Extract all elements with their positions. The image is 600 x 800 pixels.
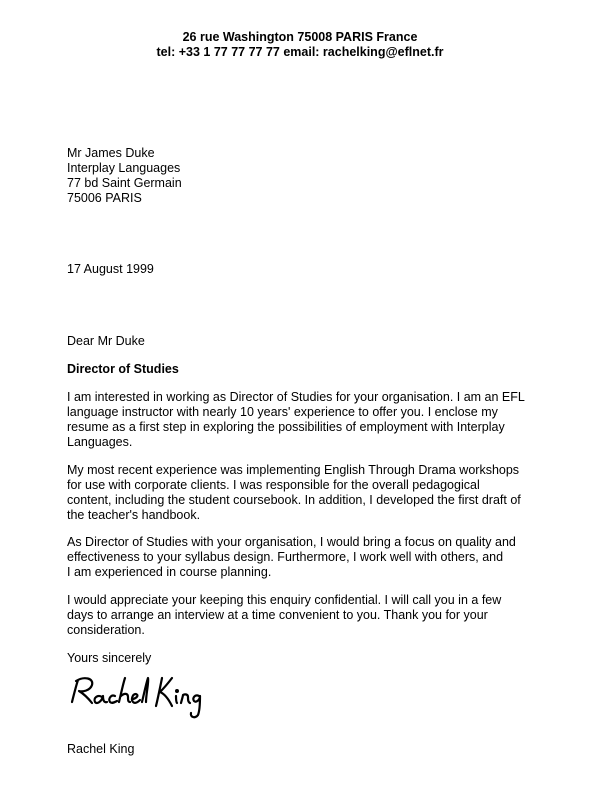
paragraph-line: I am interested in working as Director of Studies for your organisation. I am an EFL [67,390,525,404]
paragraph-line: content, including the student coursebook. In addition, I developed the first draft of [67,493,521,507]
subject-line: Director of Studies [67,362,179,376]
paragraph-line: I would appreciate your keeping this enquiry confidential. I will call you in a few [67,593,502,607]
letter-date: 17 August 1999 [67,262,154,276]
body-paragraph-1 [67,390,525,450]
closing: Yours sincerely [67,651,152,665]
paragraph-line: Languages. [67,435,133,449]
paragraph-line: I am experienced in course planning. [67,565,272,579]
body-paragraph-2 [67,463,521,523]
letterhead-contact: tel: +33 1 77 77 77 77 email: rachelking@eflnet.fr [156,45,444,59]
paragraph-line: the teacher's handbook. [67,508,201,522]
letterhead [0,30,600,60]
paragraph-line: days to arrange an interview at a time convenient to you. Thank you for your [67,608,488,622]
paragraph-line: My most recent experience was implementing English Through Drama workshops [67,463,520,477]
recipient-address [67,146,182,206]
paragraph-line: for use with corporate clients. I was responsible for the overall pedagogical [67,478,480,492]
letterhead-address: 26 rue Washington 75008 PARIS France [182,30,418,44]
paragraph-line: resume as a first step in exploring the possibilities of employment with Interplay [67,420,505,434]
recipient-street: 77 bd Saint Germain [67,176,182,190]
handwritten-signature [66,672,206,720]
recipient-city: 75006 PARIS [67,191,142,205]
paragraph-line: consideration. [67,623,145,637]
recipient-name: Mr James Duke [67,146,155,160]
paragraph-line: language instructor with nearly 10 years' experience to offer you. I enclose my [67,405,498,419]
paragraph-line: As Director of Studies with your organisation, I would bring a focus on quality and [67,535,516,549]
recipient-company: Interplay Languages [67,161,181,175]
body-paragraph-4 [67,593,501,638]
salutation: Dear Mr Duke [67,334,145,348]
paragraph-line: effectiveness to your syllabus design. Furthermore, I work well with others, and [67,550,504,564]
signer-name: Rachel King [67,742,135,756]
body-paragraph-3 [67,535,516,580]
